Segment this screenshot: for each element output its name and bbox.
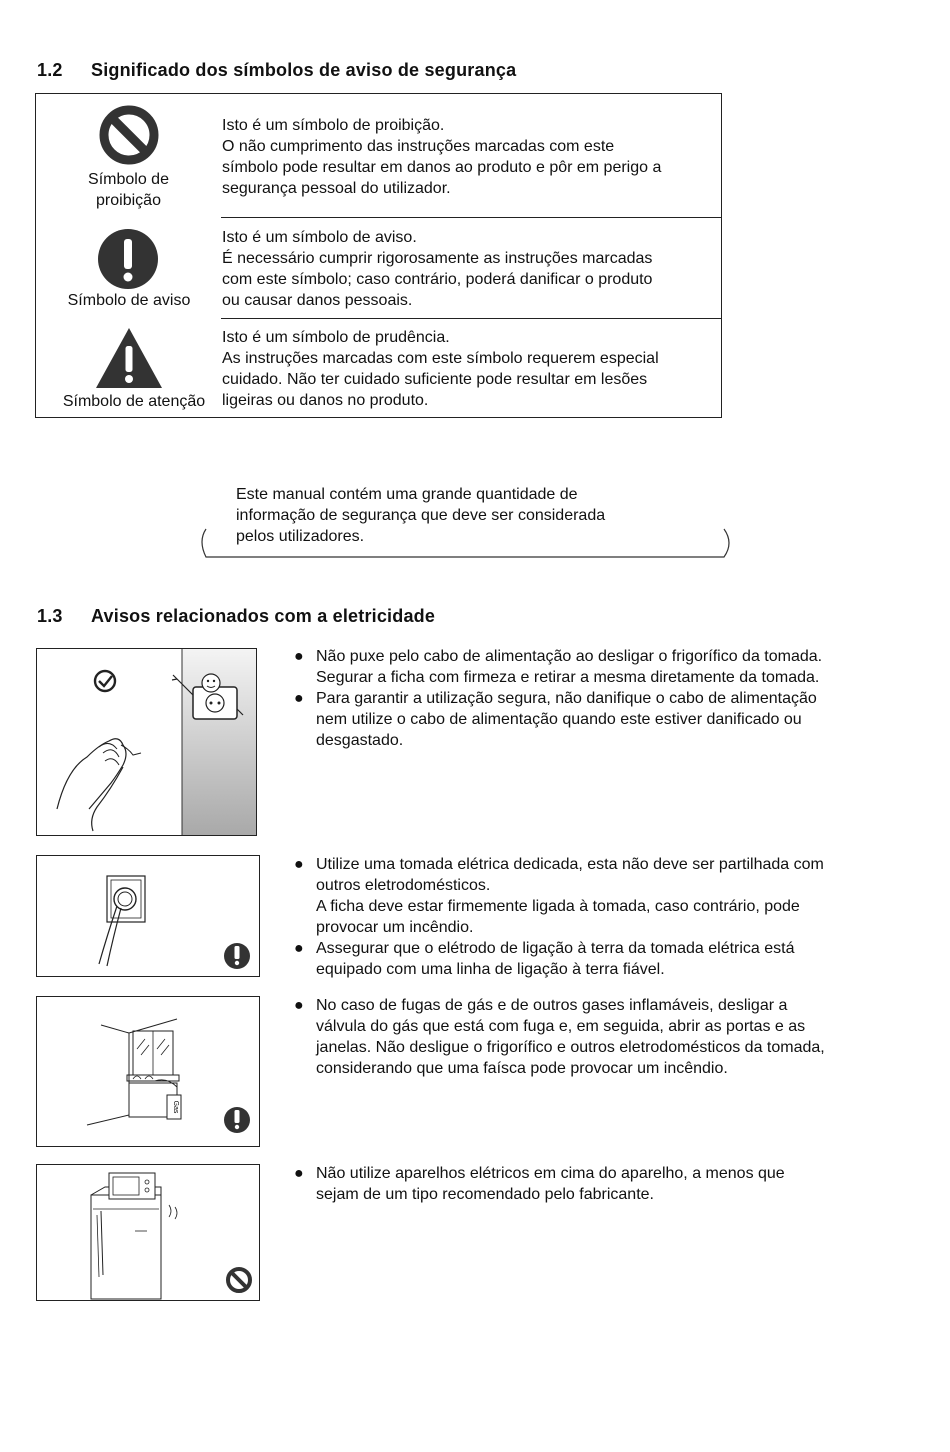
list-item	[294, 688, 914, 751]
symbol-label-prohibition: Símbolo de proibição	[88, 171, 169, 209]
gas-cylinder-label: Gas	[172, 1100, 179, 1114]
symbols-table	[35, 93, 722, 418]
note-bracket	[196, 527, 734, 561]
table-divider	[221, 217, 722, 218]
section-heading-1-2	[37, 60, 516, 81]
section-heading-1-3	[37, 606, 435, 627]
caution-symbol-icon	[94, 326, 164, 390]
bullet-dot: ●	[294, 940, 304, 957]
bullet-text: No caso de fugas de gás e de outros gases inflamáveis, desligar a válvula do gás que está com fuga e, em seguida, abrir as portas e as janelas. Não desligue o frigorífico e outros eletrodomésticos da tomada, considerando que uma faísca pode provocar um incêndio.	[316, 997, 825, 1077]
check-circle-icon	[95, 671, 115, 691]
symbol-label-caution: Símbolo de atenção	[62, 393, 206, 410]
bullet-text: Não utilize aparelhos elétricos em cima do aparelho, a menos que sejam de um tipo recomendado pelo fabricante.	[316, 1165, 785, 1203]
bullet-dot: ●	[294, 690, 304, 707]
symbol-description-prohibition: Isto é um símbolo de proibição. O não cumprimento das instruções marcadas com este símbolo pode resultar em danos ao produto e pôr em perigo a segurança pessoal do utilizador.	[222, 117, 662, 197]
prohibition-symbol-icon	[98, 104, 160, 166]
unplug-cord-illustration	[36, 648, 257, 836]
table-divider	[221, 318, 722, 319]
symbol-description-warning: Isto é um símbolo de aviso. É necessário cumprir rigorosamente as instruções marcadas com este símbolo; caso contrário, poderá danificar o produto ou causar danos pessoais.	[222, 229, 653, 309]
bullet-text: Não puxe pelo cabo de alimentação ao desligar o frigorífico da tomada. Segurar a ficha com firmeza e retirar a mesma diretamente da tomada.	[316, 648, 823, 686]
bullet-text: Para garantir a utilização segura, não danifique o cabo de alimentação nem utilize o cabo de alimentação quando este estiver danificado ou desgastado.	[316, 690, 817, 749]
symbol-description-caution: Isto é um símbolo de prudência. As instruções marcadas com este símbolo requerem especial cuidado. Não ter cuidado suficiente pode resultar em lesões ligeiras ou danos no produto.	[222, 329, 659, 409]
prohibition-icon	[228, 1269, 250, 1291]
list-item	[294, 938, 914, 980]
bullet-dot: ●	[294, 997, 304, 1014]
wall-socket-illustration	[36, 855, 260, 977]
bullet-list	[294, 854, 914, 980]
warning-exclamation-icon	[224, 943, 250, 969]
bullet-dot: ●	[294, 1165, 304, 1182]
list-item	[294, 995, 914, 1079]
bullet-text: Utilize uma tomada elétrica dedicada, esta não deve ser partilhada com outros eletrodomésticos. A ficha deve estar firmemente ligada à tomada, caso contrário, pode provocar um incêndio.	[316, 856, 824, 936]
warning-exclamation-icon	[224, 1107, 250, 1133]
bullet-list	[294, 995, 914, 1079]
warning-symbol-icon	[96, 227, 160, 291]
appliance-on-fridge-illustration	[36, 1164, 260, 1301]
list-item	[294, 646, 914, 688]
bullet-dot: ●	[294, 856, 304, 873]
symbol-label-warning: Símbolo de aviso	[67, 292, 191, 309]
section-number: 1.3	[37, 606, 63, 626]
section-title: Significado dos símbolos de aviso de segurança	[91, 60, 517, 80]
bullet-list	[294, 646, 914, 751]
bullet-list	[294, 1163, 914, 1205]
section-number: 1.2	[37, 60, 63, 80]
gas-leak-kitchen-illustration	[36, 996, 260, 1147]
section-title: Avisos relacionados com a eletricidade	[91, 606, 436, 626]
list-item	[294, 854, 914, 938]
list-item	[294, 1163, 914, 1205]
safety-note-text: Este manual contém uma grande quantidade de informação de segurança que deve ser considerada pelos utilizadores.	[236, 486, 606, 545]
bullet-dot: ●	[294, 648, 304, 665]
bullet-text: Assegurar que o elétrodo de ligação à terra da tomada elétrica está equipado com uma linha de ligação à terra fiável.	[316, 940, 795, 978]
